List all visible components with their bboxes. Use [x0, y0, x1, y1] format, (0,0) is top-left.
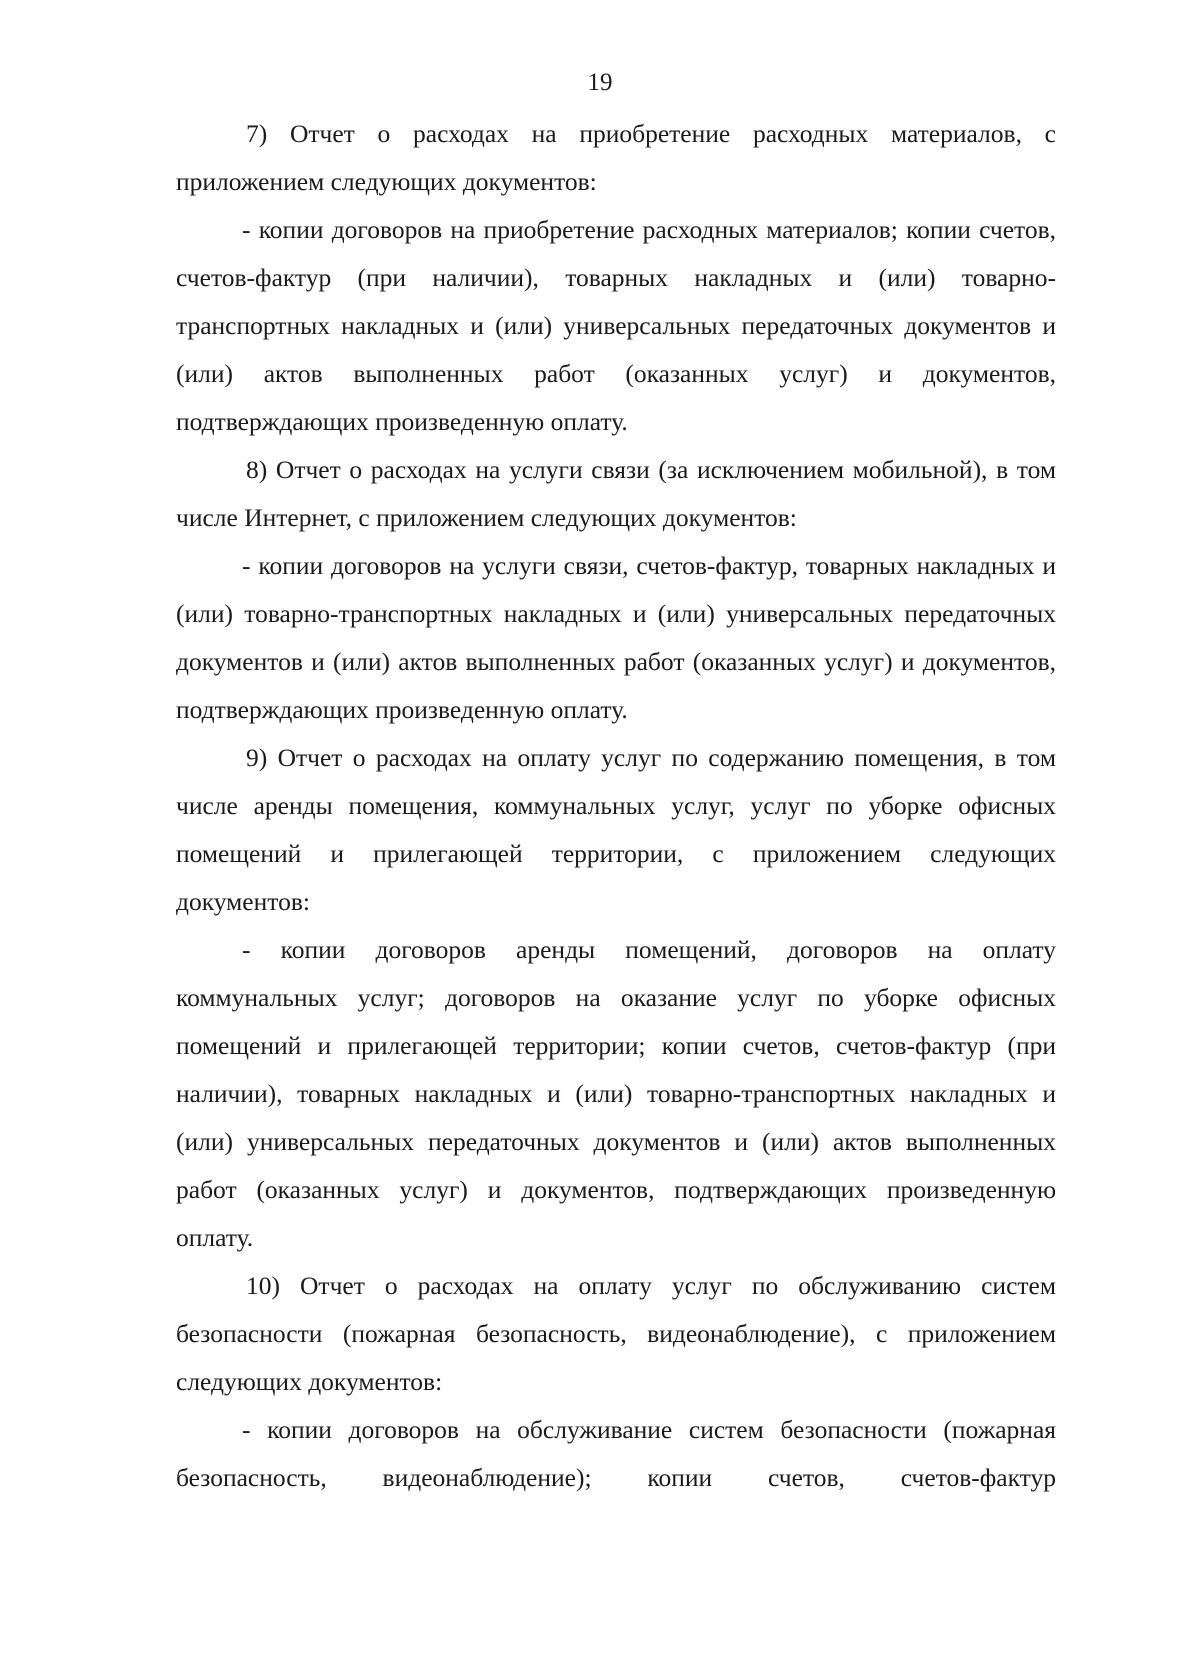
document-body [176, 110, 1056, 1502]
paragraph-item-7: 7) Отчет о расходах на приобретение расходных материалов, с приложением следующих документов: [176, 119, 1056, 196]
paragraph-documents-9: - копии договоров аренды помещений, договоров на оплату коммунальных услуг; договоров на оказание услуг по уборке офисных помещений и прилегающей территории; копии счетов, счетов-фактур (при наличии), товарных накладных и (или) товарно-транспортных накладных и (или) универсальных передаточных документов и (или) актов выполненных работ (оказанных услуг) и документов, подтверждающих произведенную оплату. [176, 935, 1056, 1252]
paragraph-documents-8: - копии договоров на услуги связи, счетов-фактур, товарных накладных и (или) товарно-транспортных накладных и (или) универсальных передаточных документов и (или) актов выполненных работ (оказанных услуг) и документов, подтверждающих произведенную оплату. [176, 551, 1056, 724]
paragraph-item-10: 10) Отчет о расходах на оплату услуг по обслуживанию систем безопасности (пожарная безопасность, видеонаблюдение), с приложением следующих документов: [176, 1271, 1056, 1396]
page-number: 19 [587, 69, 613, 96]
paragraph-documents-7: - копии договоров на приобретение расходных материалов; копии счетов, счетов-фактур (при наличии), товарных накладных и (или) товарно-транспортных накладных и (или) универсальных передаточных документов и (или) актов выполненных работ (оказанных услуг) и документов, подтверждающих произведенную оплату. [176, 215, 1056, 436]
paragraph-item-9: 9) Отчет о расходах на оплату услуг по содержанию помещения, в том числе аренды помещения, коммунальных услуг, услуг по уборке офисных помещений и прилегающей территории, с приложением следующих документов: [176, 743, 1056, 916]
paragraph-item-8: 8) Отчет о расходах на услуги связи (за исключением мобильной), в том числе Интернет, с приложением следующих документов: [176, 455, 1056, 532]
paragraph-documents-10: - копии договоров на обслуживание систем безопасности (пожарная безопасность, видеонаблюдение); копии счетов, счетов-фактур [176, 1415, 1056, 1492]
